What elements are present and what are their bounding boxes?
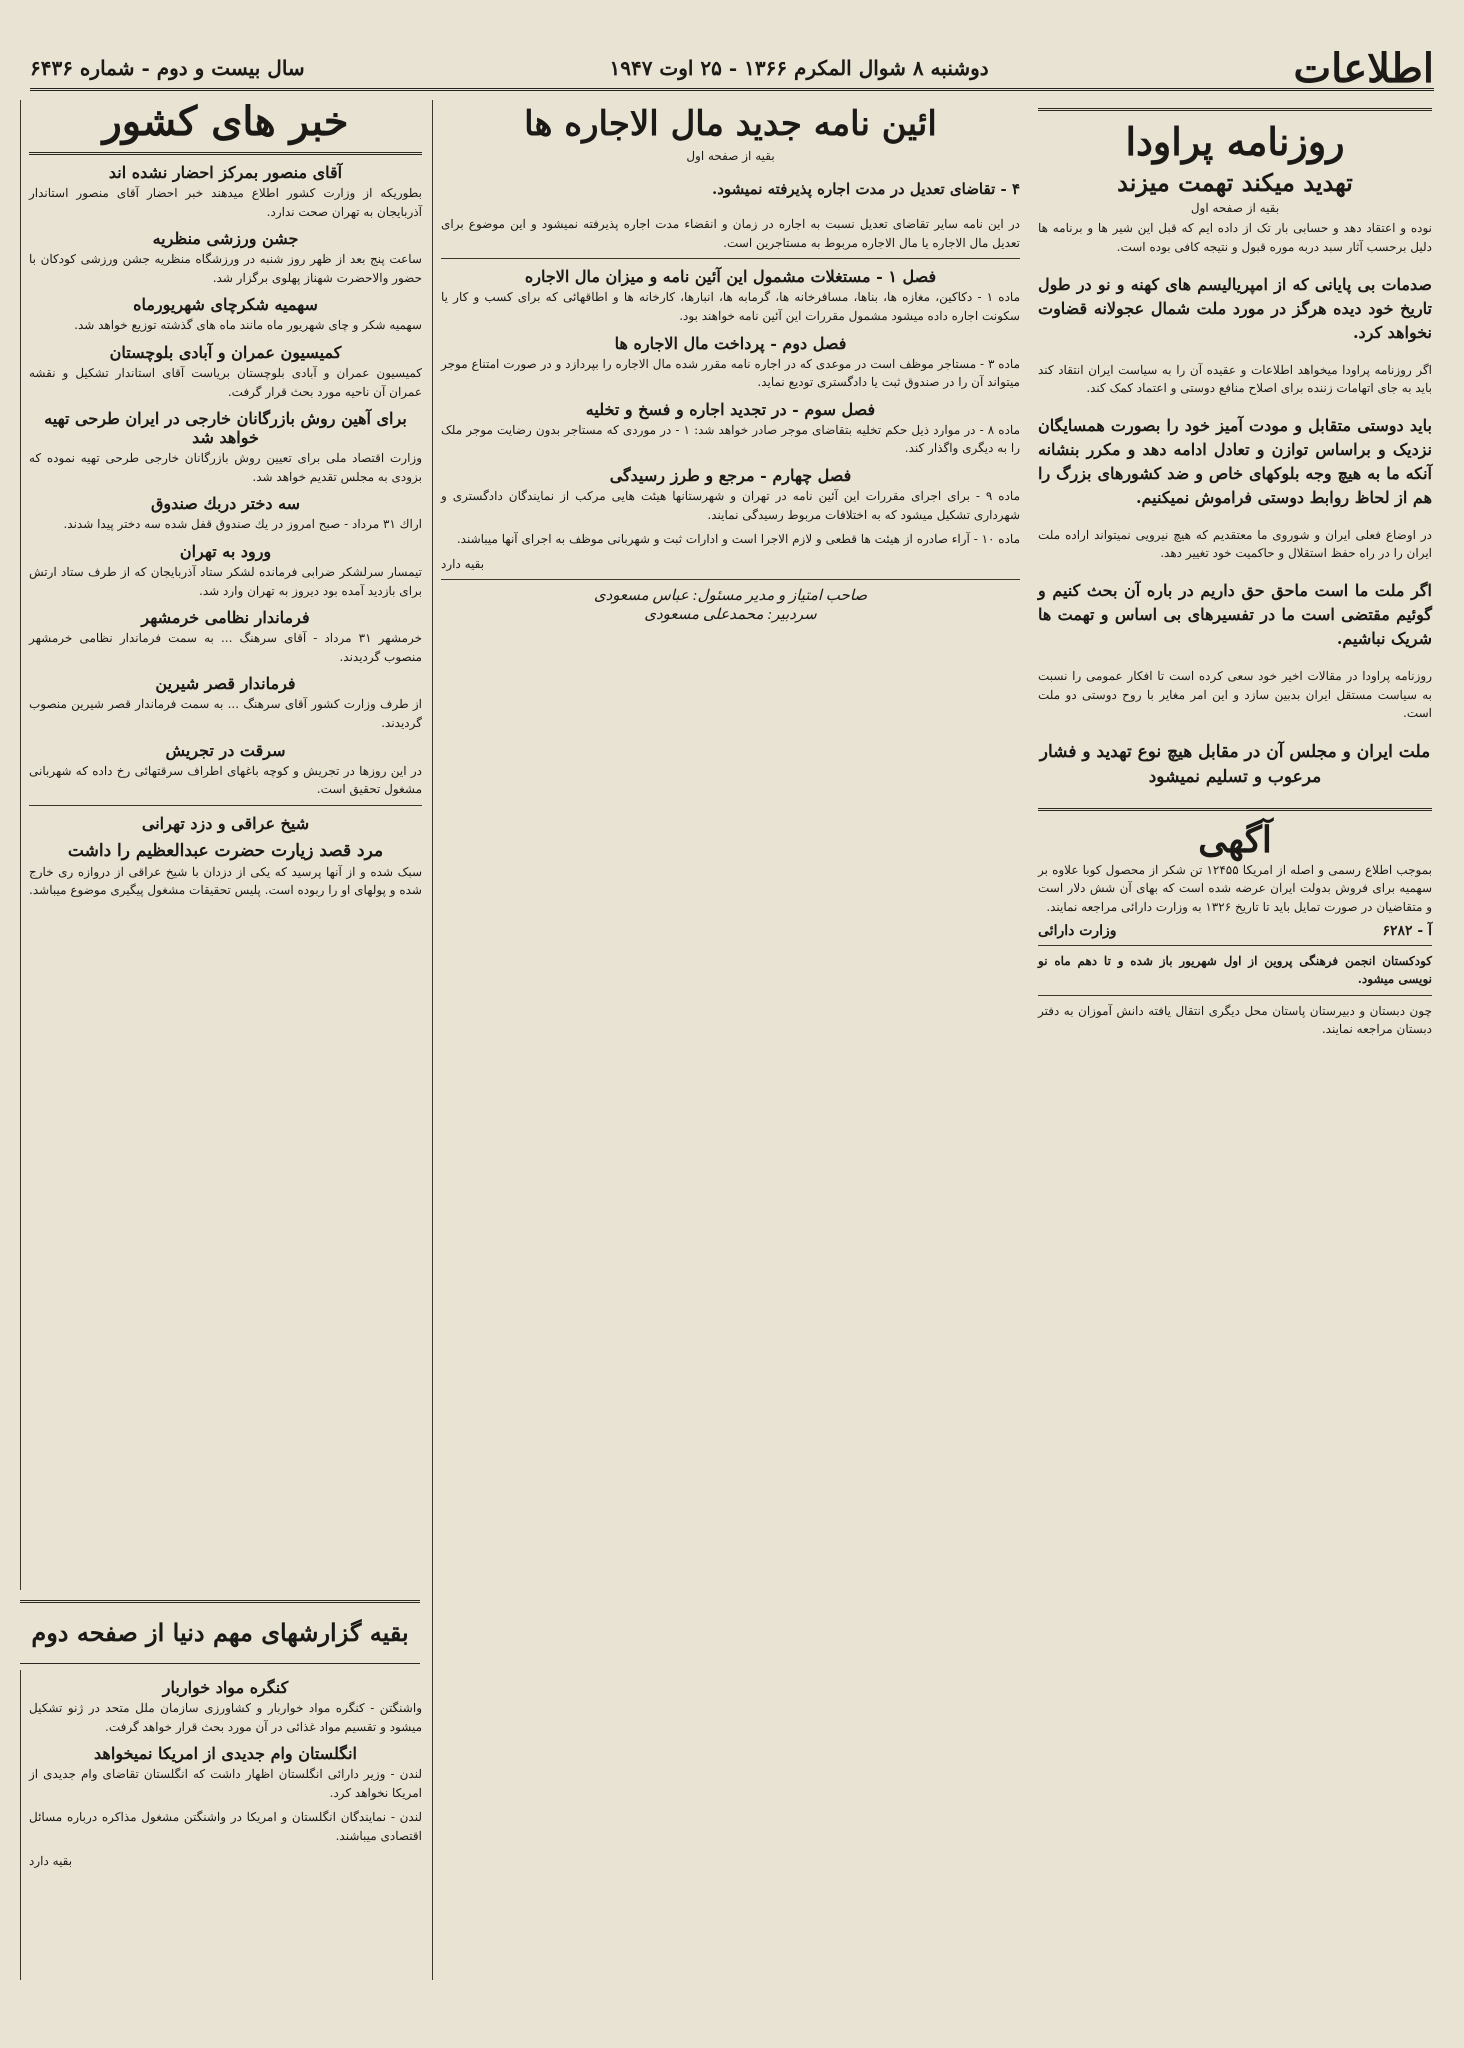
section-body: ماده ۱ - دکاکین، مغازه ها، بناها، مسافرخانه ها، گرمابه ها، انبارها، کارخانه ها و اطاقهائی که برای کسب و کار یا سکونت اجاره داده میشود مشمول مقررات این آئین نامه خواهند بود. [441,290,1020,324]
story-body: در این روزها در تجریش و کوچه باغهای اطراف سرقتهائی رخ داده که شهربانی مشغول تحقیق است. [29,763,422,797]
world-story-body: لندن - نمایندگان انگلستان و امریکا در واشنگتن مشغول مذاکره درباره مسائل اقتصادی میباشند. [29,1810,422,1843]
world-story-body: واشنگتن - کنگره مواد خواربار و کشاورزی سازمان ملل متحد در ژنو تشکیل میشود و تقسیم مواد غذائی در آن مورد بحث قرار خواهد گرفت. [29,1701,422,1734]
story-body: وزارت اقتصاد ملی برای تعیین روش بازرگانان خارجی طرحی تهیه نموده که بزودی به مجلس تقدیم خواهد شد. [29,451,422,484]
ad-footer [1038,923,1432,939]
column-left [20,100,430,1590]
editor-signature-2: سردبیر: محمدعلی مسعودی [644,607,817,624]
story-title: شیخ عراقی و دزد تهرانی [141,813,310,833]
story-title: کمیسیون عمران و آبادی بلوچستان [109,342,342,362]
pravda-headline: روزنامه پراودا [1125,119,1345,164]
regulation-intro: در این نامه سایر تقاضای تعدیل نسبت به اجاره در زمان و انقضاء مدت اجاره پذیرفته نمیشود و این موضوع برای تعدیل مال الاجاره یا مال الاجاره مربوط به مستاجرین است. [441,217,1020,250]
story-title: سه دختر دربك صندوق [150,494,301,514]
divider [29,152,422,155]
story-body: سهمیه شکر و چای شهریور ماه مانند ماه های گذشته توزیع خواهد شد. [74,318,422,333]
divider [1038,108,1432,111]
section-title: فصل سوم - در تجدید اجاره و فسخ و تخلیه [585,399,876,419]
divider [29,805,422,806]
regulation-headline: ائین نامه جدید مال الاجاره ها [524,104,937,144]
year-issue: سال بیست و دوم - شماره ۶۴۳۶ [30,56,305,80]
divider [1038,945,1432,946]
ad-body: بموجب اطلاع رسمی و اصله از امریکا ۱۲۴۵۵ تن شکر از محصول کوبا علاوه بر سهمیه برای فروش بدولت ایران عرضه شده است که بهای آن شش دلار است و متقاضیان در صورت تمایل باید تا تاریخ ۱۳۲۶ به وزارت دارائی مراجعه نمایند. [1038,862,1432,914]
divider [1038,995,1432,996]
editor-signature: صاحب امتیاز و مدیر مسئول: عباس مسعودی [593,588,868,605]
notice: چون دبستان و دبیرستان پاستان محل دیگری انتقال یافته دانش آموزان به دفتر دبستان مراجعه نمایند. [1038,1003,1432,1037]
story-body: خرمشهر ۳۱ مرداد - آقای سرهنگ ... به سمت فرماندار نظامی خرمشهر منصوب گردیدند. [29,631,422,664]
section-body: ماده ۹ - برای اجرای مقررات این آئین نامه در تهران و شهرستانها هیئت هایی مرکب از نمایندگان دادگستری و شهرداری تشکیل میشود که به اختلافات مربوط رسیدگی نمایند. [441,489,1020,522]
section-body: ماده ۳ - مستاجر موظف است در موعدی که در اجاره نامه مقرر شده مال الاجاره را بپردازد و در صورت امتناع موجر میتواند آن را در صندوق ثبت یا دادگستری تودیع نماید. [441,356,1021,390]
pravda-conclusion: ملت ایران و مجلس آن در مقابل هیچ نوع تهدید و فشار مرعوب و تسلیم نمیشود [1039,741,1431,788]
story-title: آقای منصور بمرکز احضار نشده اند [108,163,343,182]
pravda-kicker: بقیه از صفحه اول [1190,201,1280,216]
story-title: سرقت در تجریش [165,740,286,760]
story-subtitle: مرد قصد زیارت حضرت عبدالعظیم را داشت [67,840,384,861]
pravda-bold: صدمات بی پایانی که از امپریالیسم های کهنه و نو در طول تاریخ خود دیده هرگز در مورد ملت شمال عجولانه قضاوت نخواهد کرد. [1038,274,1432,342]
pravda-para: در اوضاع فعلی ایران و شوروی ما معتقدیم که هیچ نیرویی نمیتواند اراده ملت ایران را در راه حفظ استقلال و حاکمیت خود تغییر دهد. [1038,527,1432,561]
story-body: بطوریکه از وزارت کشور اطلاع میدهند خبر احضار آقای منصور استاندار آذربایجان به تهران صحت ندارد. [29,186,422,219]
column-right [1030,100,1440,1980]
masthead [30,44,1434,92]
story-body: از طرف وزارت کشور آقای سرهنگ ... به سمت فرماندار قصر شیرین منصوب گردیدند. [29,697,422,730]
story-title: برای آهین روش بازرگانان خارجی در ایران طرحی تهیه خواهد شد [44,409,407,448]
world-news [20,1670,430,1980]
pravda-subtitle: تهدید میکند تهمت میزند [1117,167,1353,197]
notice: کودکستان انجمن فرهنگی پروین از اول شهریور باز شده و تا دهم ماه نو نویسی میشود. [1038,953,1432,987]
story-body: اراك ۳۱ مرداد - صبح امروز در یك صندوق قفل شده سه دختر پیدا شدند. [63,517,422,532]
story-body: سبک شده و از آنها پرسید که یکی از دزدان با شیخ عراقی از دروازه ری خارج شده و پولهای او را ربوده است. پلیس تحقیقات مشغول پیگیری موضوع میباشد. [29,864,422,898]
regulation-intro-bold: ۴ - تقاضای تعدیل در مدت اجاره پذیرفته نمیشود. [712,179,1020,198]
ad-signature: وزارت دارائی [1038,922,1117,939]
regulation-kicker: بقیه از صفحه اول [686,148,775,163]
pravda-para: اگر روزنامه پراودا میخواهد اطلاعات و عقیده آن را به سیاست ایران انتقاد کند باید به جای اتهامات زننده برای اصلاح منافع دوستی و اعتماد کمک کند. [1038,362,1432,396]
paper-name: اطلاعات [1293,44,1434,92]
pravda-para: روزنامه پراودا در مقالات اخیر خود سعی کرده است تا افکار عمومی را نسبت به سیاست مستقل ایران بدبین سازد و این امر مغایر با روح دوستی دو ملت است. [1038,668,1432,721]
section-title: فصل چهارم - مرجع و طرز رسیدگی [609,466,852,486]
story-body: کمیسیون عمران و آبادی بلوچستان بریاست آقای استاندار تشکیل و نقشه عمران آن ناحیه مورد بحث قرار گرفت. [29,365,422,399]
story-title: سهمیه شکرچای شهریورماه [133,295,318,315]
story-title: فرماندار قصر شیرین [155,674,296,694]
world-story-title: کنگره مواد خواربار [162,1678,289,1697]
domestic-news-title: خبر های کشور [102,100,349,145]
pravda-para: نوده و اعتقاد دهد و حسابی بار تک از داده ایم که قبل این شیر ها و برنامه ها دلیل برحسب آثار سبد دربه موره قبول و نتیجه کافی بوده است. [1038,221,1432,254]
world-story-title: انگلستان وام جدیدی از امریکا نمیخواهد [94,1744,357,1764]
divider [441,258,1020,259]
story-title: ورود به تهران [179,541,272,561]
column-center [432,100,1028,1980]
section-body: ماده ۸ - در موارد ذیل حکم تخلیه بتقاضای موجر صادر خواهد شد: ۱ - در موردی که مستاجر بدون رضایت موجر ملک را به دیگری واگذار کند. [441,422,1021,456]
ad-ref: آ - ۶۲۸۲ [1382,922,1432,939]
world-story-body: لندن - وزیر دارائی انگلستان اظهار داشت که انگلستان تقاضای وام جدیدی از امریکا نخواهد کرد. [29,1767,422,1800]
issue-date: دوشنبه ۸ شوال المکرم ۱۳۶۶ - ۲۵ اوت ۱۹۴۷ [609,56,989,80]
pravda-bold: باید دوستی متقابل و مودت آمیز خود را بصورت همسایگان نزدیک و براساس توازن و تعادل ادامه دهد و مکرر بنشانه آنکه ما به هیچ وجه بلوکهای خاص و ضد کشورهای بزرگ را هم از لحاظ روابط دوستی فراموش نمیکنیم. [1038,415,1432,507]
section-title: فصل دوم - پرداخت مال الاجاره ها [614,333,847,353]
ad-title: آگهی [1198,818,1272,861]
story-body: ساعت پنج بعد از ظهر روز شنبه در ورزشگاه منظریه جشن ورزشی کودکان با حضور والاحضرت شهناز پهلوی برگزار شد. [29,252,422,285]
world-news-banner: بقیه گزارشهای مهم دنیا از صفحه دوم [20,1600,420,1664]
continued-note: بقیه دارد [441,556,485,571]
divider [441,579,1020,580]
continued-note: بقیه دارد [29,1853,73,1868]
divider [1038,808,1432,811]
section-title: فصل ۱ - مستغلات مشمول این آئین نامه و میزان مال الاجاره [524,267,937,287]
story-title: جشن ورزشی منظریه [152,229,299,249]
section-body: ماده ۱۰ - آراء صادره از هیئت ها قطعی و لازم الاجرا است و ادارات ثبت و شهربانی موظف به اجرای آنها میباشند. [456,532,1020,547]
story-body: تیمسار سرلشکر ضرابی فرمانده لشکر ستاد آذربایجان که از طرف ستاد ارتش برای بازدید آمده بود دیروز به تهران وارد شد. [29,564,422,598]
pravda-bold: اگر ملت ما است ماحق حق داریم در باره آن بحث کنیم و گوئیم مقتضی است ما در تفسیرهای بی اساس و تهمت ها شریک نباشیم. [1038,580,1432,648]
story-title: فرماندار نظامی خرمشهر [141,608,310,628]
